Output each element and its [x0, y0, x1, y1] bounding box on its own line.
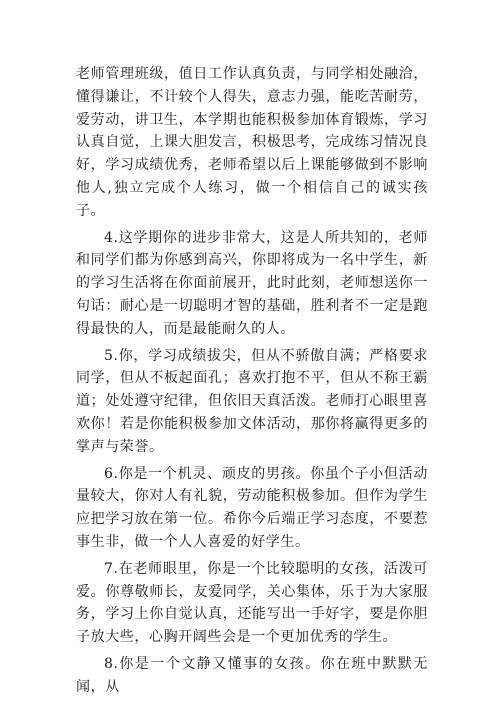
paragraph-6: 6.你是一个机灵、顽皮的男孩。你虽个子小但活动量较大，你对人有礼貌，劳动能积极参加。但作为学生应把学习放在第一位。希你今后端正学习态度，不要惹事生非，做一个人人喜爱的好学生。 [76, 465, 428, 550]
paragraph-4: 4.这学期你的进步非常大，这是人所共知的，老师和同学们都为你感到高兴，你即将成为一名中学生，新的学习生活将在你面前展开，此时此刻，老师想送你一句话：耐心是一切聪明才智的基础，胜利者不一定是跑得最快的人，而是最能耐久的人。 [76, 229, 428, 337]
paragraph-5: 5.你，学习成绩拔尖，但从不骄傲自满；严格要求同学，但从不板起面孔；喜欢打抱不平，但从不称王霸道；处处遵守纪律，但依旧天真活泼。老师打心眼里喜欢你！若是你能积极参加文体活动，那你将赢得更多的掌声与荣誉。 [76, 347, 428, 455]
paragraph-7: 7.在老师眼里，你是一个比较聪明的女孩，活泼可爱。你尊敬师长，友爱同学，关心集体，乐于为大家服务，学习上你自觉认真，还能写出一手好字，要是你胆子放大些，心胸开阔些会是一个更加优秀的学生。 [76, 560, 428, 646]
paragraph-8: 8.你是一个文静又懂事的女孩。你在班中默默无闻，从 [76, 655, 428, 695]
document-body [76, 63, 428, 703]
paragraph-continued: 老师管理班级，值日工作认真负责，与同学相处融洽，懂得谦让，不计较个人得失，意志力强，能吃苦耐劳，爱劳动，讲卫生，本学期也能积极参加体育锻炼，学习认真自觉，上课大胆发言，积极思考，完成练习情况良好，学习成绩优秀，老师希望以后上课能够做到不影响他人,独立完成个人练习，做一个相信自己的诚实孩子。 [76, 66, 428, 219]
